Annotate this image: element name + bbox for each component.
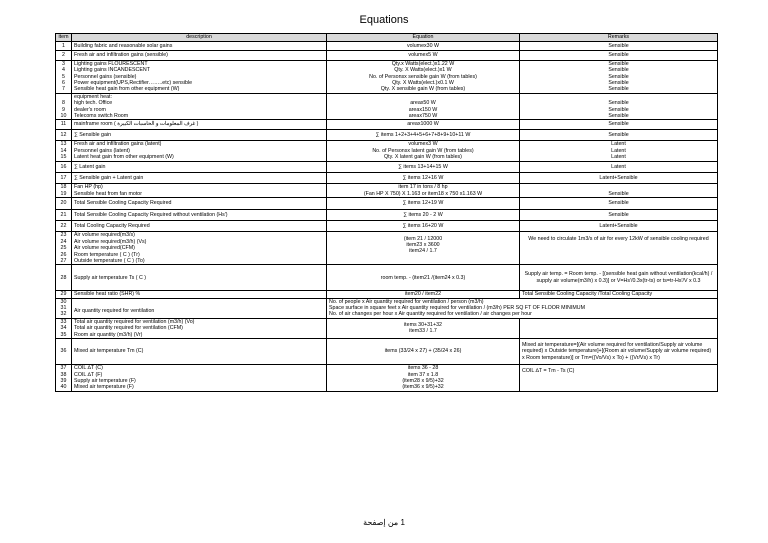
item-remarks: Latent Latent Latent (520, 141, 718, 161)
item-equation: ∑ items 13+14+15 W (327, 161, 520, 172)
item-remarks: Mixed air temperature=[(Air volume required for ventilation/Supply air volume required) x Outside temperature]+[(Room air volume/Supply air volume required) x Room temperature)] or Tm=((Vo/Vs) x To) + ((Vr/Vs) x Tr) (520, 339, 718, 365)
item-description: Building fabric and reasonable solar gains (72, 42, 327, 51)
item-equation: room temp. - (item21 /(item24 x 0.3) (327, 265, 520, 291)
item-number: 3 4 5 6 7 (56, 60, 72, 93)
item-number: 13 14 15 (56, 141, 72, 161)
header-equation: Equation (327, 34, 520, 42)
item-equation: ∑ items 12+19 W (327, 198, 520, 209)
item-number: 17 (56, 172, 72, 183)
item-description: Air volume required(m3/s) Air volume required(m3/h) (Vs) Air volume required(CFM) Room temperature ( C ) (Tr) Outside temperature ( C ) (To) (72, 232, 327, 265)
table-header-row (56, 34, 718, 42)
item-equation: items 36 - 28 item 37 x 1.8 (item28 x 9/5)+32 (item36 x 9/5)+32 (327, 365, 520, 392)
page-footer: 1 من إصفحة (363, 518, 405, 527)
item-equation: (item 21 / 12000 item23 x 3600 item24 / 1.7 (327, 232, 520, 265)
header-description: description (72, 34, 327, 42)
item-equation: areax1000 W (327, 120, 520, 129)
item-equation: ∑ items 12+16 W (327, 172, 520, 183)
table-row (56, 220, 718, 231)
item-equation: areax50 W areax150 W areax750 W (327, 93, 520, 120)
item-number: 2 (56, 51, 72, 60)
table-row (56, 60, 718, 93)
item-number: 36 (56, 339, 72, 365)
item-remarks: Latent+Sensible (520, 172, 718, 183)
item-description: Total Sensible Cooling Capacity Required (72, 198, 327, 209)
item-description: ∑ Sensible gain (72, 129, 327, 140)
item-number: 20 (56, 198, 72, 209)
table-row (56, 51, 718, 60)
header-remarks: Remarks (520, 34, 718, 42)
equations-table (55, 33, 718, 392)
table-row (56, 209, 718, 220)
item-number: 28 (56, 265, 72, 291)
item-description: Sensible heat ratio (SHR) % (72, 291, 327, 298)
table-body (56, 42, 718, 392)
table-row (56, 198, 718, 209)
item-description: ∑ Sensible gain + Latent gain (72, 172, 327, 183)
item-remarks: Latent+Sensible (520, 220, 718, 231)
item-equation: ∑ items 20 - 2 W (327, 209, 520, 220)
item-remarks: Sensible (520, 120, 718, 129)
table-row (56, 265, 718, 291)
item-number: 22 (56, 220, 72, 231)
item-remarks: Sensible Sensible Sensible (520, 93, 718, 120)
item-description: Total air quantity required for ventilation (m3/h) (Vo) Total air quantity required for ventilation (CFM) Room air quantity (m3/h) (Vr) (72, 318, 327, 338)
item-remarks: Sensible (520, 209, 718, 220)
item-equation: volumex5 W (327, 51, 520, 60)
item-number: 37 38 39 40 (56, 365, 72, 392)
item-remarks: Supply air temp. = Room temp. - [(sensible heat gain without ventilation(kcal/h) / supply air volume(m3/h) x 0.3)] or V=Hs'/0.3x(tr-ts) or ts=tr-Hs'/V x 0.3 (520, 265, 718, 291)
item-equation: volumex3 W No. of Personsx latent gain W (from tables) Qty. X latent gain W (from tables) (327, 141, 520, 161)
item-equation: items 30+31+32 item33 / 1.7 (327, 318, 520, 338)
item-number: 30 31 32 (56, 298, 72, 318)
item-number: 16 (56, 161, 72, 172)
item-description: mainframe room ( غرف المعلومات و الحاسبات الكبيرة ) (72, 120, 327, 129)
item-description: Mixed air temperature Tm (C) (72, 339, 327, 365)
table-row (56, 141, 718, 161)
item-equation: item20 / item22 (327, 291, 520, 298)
item-remarks: Sensible (520, 184, 718, 198)
item-remarks: Sensible (520, 42, 718, 51)
item-description: ∑ Latent gain (72, 161, 327, 172)
table-row (56, 291, 718, 298)
item-description: Fresh air and infiltration gains (latent) Personnel gains (latent) Latent heat gain from other equipment (W) (72, 141, 327, 161)
item-remarks: Sensible Sensible Sensible Sensible Sensible (520, 60, 718, 93)
item-remarks: Sensible (520, 198, 718, 209)
item-equation: ∑ items 1+2+3+4+5+6+7+8+9+10+11 W (327, 129, 520, 140)
header-item: item (56, 34, 72, 42)
item-description: Supply air temperature Ts ( C ) (72, 265, 327, 291)
item-remarks: Total Sensible Cooling Capacity /Total Cooling Capacity (520, 291, 718, 298)
item-number: 18 19 (56, 184, 72, 198)
item-number: 33 34 35 (56, 318, 72, 338)
table-row (56, 93, 718, 120)
item-description: Lighting gains FLOURESCENT Lighting gains INCANDESCENT Personnel gains (sensible) Power equipment(UPS,Rectifier……..etc) sensible Sensible heat gain from other equipment (W) (72, 60, 327, 93)
item-equation: items (33/24 x 27) + (35/24 x 26) (327, 339, 520, 365)
item-remarks: Sensible (520, 129, 718, 140)
item-remarks: Latent (520, 161, 718, 172)
table-row (56, 365, 718, 392)
item-equation: No. of people x Air quantity required for ventilation / person (m3/h) Space surface in square feet x Air quantity required for ventilation / (m3/h) PER SQ FT OF FLOOR MINIMUM No. of air changes per hour x Air quantity required for ventilation / air changes per hour (327, 298, 718, 318)
document-title: Equations (359, 14, 409, 26)
item-number: 12 (56, 129, 72, 140)
item-description: Total Sensible Cooling Capacity Required without ventilation (Hs') (72, 209, 327, 220)
item-description: Air quantity required for ventilation (72, 298, 327, 318)
item-description: COIL ∆T (C) COIL ∆T (F) Supply air temperature (F) Mixed air temperature (F) (72, 365, 327, 392)
table-row (56, 298, 718, 318)
item-equation: ∑ items 16+20 W (327, 220, 520, 231)
item-description: Fresh air and infiltration gains (sensible) (72, 51, 327, 60)
item-number: 8 9 10 (56, 93, 72, 120)
table-row (56, 161, 718, 172)
table-row (56, 42, 718, 51)
table-row (56, 120, 718, 129)
item-number: 11 (56, 120, 72, 129)
item-remarks: We need to circulate 1m3/s of air for every 12kW of sensible cooling required (520, 232, 718, 265)
item-remarks (520, 318, 718, 338)
table-row (56, 184, 718, 198)
item-remarks: COIL ∆T = Tm - Ts (C) (520, 365, 718, 392)
item-number: 29 (56, 291, 72, 298)
table-row (56, 172, 718, 183)
item-number: 1 (56, 42, 72, 51)
item-description: Fan HP (hp) Sensible heat from fan motor (72, 184, 327, 198)
item-equation: item 17 in tons / 8 hp (Fan HP X 750) X 1.163 or item18 x 750 x1.163 W (327, 184, 520, 198)
item-number: 23 24 25 26 27 (56, 232, 72, 265)
table-row (56, 318, 718, 338)
item-description: equipment heat: high tech. Office dealer's room Telecoms switch Room (72, 93, 327, 120)
item-equation: volumex30 W (327, 42, 520, 51)
item-number: 21 (56, 209, 72, 220)
table-row (56, 339, 718, 365)
item-equation: Qty.x Watts(elect.)x1.22 W Qty. X Watts(elect.)x1 W No. of Personsx sensible gain W (from tables) Qty. X Watts(elect.)x0.1 W Qty. X sensible gain W (from tables) (327, 60, 520, 93)
item-description: Total Cooling Capacity Required (72, 220, 327, 231)
table-row (56, 232, 718, 265)
item-remarks: Sensible (520, 51, 718, 60)
table-row (56, 129, 718, 140)
